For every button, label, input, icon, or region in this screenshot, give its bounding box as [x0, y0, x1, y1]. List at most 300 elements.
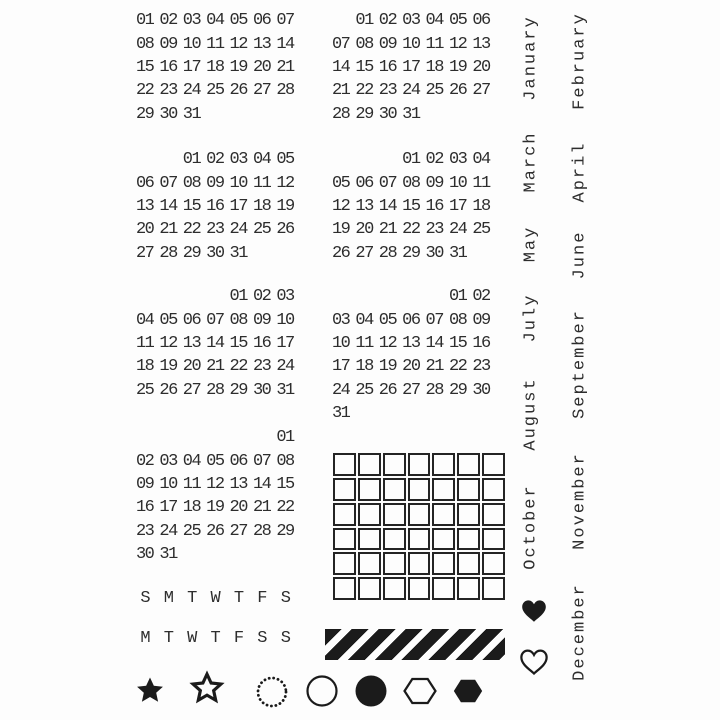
calendar-block-start-sun — [133, 9, 297, 126]
day-number: 15 — [276, 474, 294, 494]
day-number: 09 — [206, 173, 224, 193]
month-label-march: March — [521, 131, 541, 193]
day-number: 14 — [425, 333, 443, 353]
day-number: 28 — [331, 104, 350, 124]
outline-circle-icon — [305, 674, 339, 708]
day-number: 30 — [378, 104, 397, 124]
month-label-june: June — [570, 230, 590, 280]
weekday-letter: S — [140, 589, 150, 609]
day-number: 31 — [159, 545, 177, 565]
month-label-february: February — [570, 12, 590, 110]
month-label-december: December — [570, 583, 590, 681]
day-number: 05 — [276, 150, 294, 170]
day-number: 13 — [135, 196, 154, 216]
day-number: 11 — [355, 333, 373, 353]
day-number: 16 — [252, 333, 271, 353]
filled-heart-icon — [521, 599, 548, 624]
day-number: 02 — [135, 451, 154, 471]
day-number: 08 — [182, 173, 201, 193]
day-number: 28 — [159, 243, 177, 263]
day-number: 10 — [159, 474, 177, 494]
day-number: 17 — [448, 196, 467, 216]
day-number: 19 — [206, 498, 224, 518]
day-number: 04 — [206, 11, 224, 31]
day-number: 09 — [135, 474, 154, 494]
day-number: 22 — [402, 220, 420, 240]
day-number: 24 — [276, 357, 294, 377]
blank-grid-cell — [457, 552, 480, 575]
blank-grid-cell — [408, 453, 431, 476]
day-number: 18 — [135, 357, 154, 377]
day-number: 24 — [402, 81, 420, 101]
day-number: 13 — [182, 333, 201, 353]
day-number: 01 — [182, 150, 201, 170]
day-number: 12 — [378, 333, 397, 353]
day-number: 24 — [229, 220, 247, 240]
filled-hexagon-icon — [453, 678, 483, 705]
day-number: 06 — [472, 11, 490, 31]
blank-grid-cell — [358, 503, 381, 526]
filled-star-icon — [134, 675, 167, 708]
blank-grid-cell — [432, 577, 455, 600]
month-label-may: May — [521, 225, 541, 263]
blank-grid-cell — [432, 453, 455, 476]
day-number: 03 — [276, 287, 294, 307]
day-number: 27 — [355, 243, 373, 263]
blank-grid-cell — [333, 577, 356, 600]
day-number: 17 — [159, 498, 177, 518]
day-number: 02 — [378, 11, 397, 31]
day-number: 04 — [425, 11, 443, 31]
day-number: 12 — [331, 196, 350, 216]
blank-grid-cell — [408, 577, 431, 600]
day-number: 03 — [448, 150, 467, 170]
outline-star-icon — [188, 670, 226, 708]
weekday-letter: W — [210, 589, 220, 609]
blank-grid-cell — [383, 552, 406, 575]
blank-grid-cell — [482, 577, 505, 600]
day-number: 23 — [472, 357, 490, 377]
day-number: 18 — [252, 196, 271, 216]
day-number: 16 — [206, 196, 224, 216]
day-number: 17 — [276, 333, 294, 353]
calendar-block-start-sat — [133, 426, 297, 566]
day-number: 20 — [355, 220, 373, 240]
blank-grid-cell — [383, 503, 406, 526]
day-number: 01 — [355, 11, 373, 31]
calendar-block-start-tue — [133, 148, 297, 265]
day-number: 29 — [402, 243, 420, 263]
day-number: 21 — [378, 220, 397, 240]
day-number: 01 — [448, 287, 467, 307]
day-number: 10 — [331, 333, 350, 353]
day-number: 05 — [378, 310, 397, 330]
day-number: 14 — [331, 57, 350, 77]
blank-grid-cell — [408, 528, 431, 551]
day-number: 21 — [206, 357, 224, 377]
day-number: 31 — [182, 104, 201, 124]
day-number: 03 — [331, 310, 350, 330]
day-number: 31 — [276, 380, 294, 400]
day-number: 06 — [355, 173, 373, 193]
day-number: 18 — [206, 57, 224, 77]
day-number: 27 — [252, 81, 271, 101]
filled-circle-icon — [355, 675, 387, 707]
day-number: 20 — [182, 357, 201, 377]
day-number: 08 — [402, 173, 420, 193]
day-number: 26 — [276, 220, 294, 240]
weekday-letter: T — [233, 589, 243, 609]
day-number: 04 — [472, 150, 490, 170]
day-number: 16 — [472, 333, 490, 353]
calendar-block-start-mon — [329, 9, 493, 126]
weekday-letter: W — [187, 629, 196, 649]
blank-grid-cell — [457, 478, 480, 501]
day-number: 31 — [402, 104, 420, 124]
day-number: 12 — [276, 173, 294, 193]
blank-grid-cell — [333, 503, 356, 526]
day-number: 12 — [206, 474, 224, 494]
weekday-letter: S — [280, 629, 290, 649]
blank-grid-cell — [457, 528, 480, 551]
day-number: 22 — [355, 81, 373, 101]
day-number: 30 — [252, 380, 271, 400]
blank-grid-cell — [333, 528, 356, 551]
day-number: 29 — [355, 104, 373, 124]
blank-month-grid — [333, 453, 505, 600]
day-number: 28 — [425, 380, 443, 400]
day-number: 16 — [378, 57, 397, 77]
day-number: 06 — [135, 173, 154, 193]
blank-grid-cell — [432, 478, 455, 501]
day-number: 30 — [135, 545, 154, 565]
day-number: 07 — [276, 11, 294, 31]
day-number: 30 — [159, 104, 177, 124]
blank-grid-cell — [482, 478, 505, 501]
day-number: 09 — [252, 310, 271, 330]
day-number: 19 — [229, 57, 247, 77]
day-number: 24 — [331, 380, 350, 400]
day-number: 03 — [229, 150, 247, 170]
day-number: 18 — [472, 196, 490, 216]
striped-tape-swatch — [325, 629, 505, 660]
day-number: 16 — [425, 196, 443, 216]
day-number: 16 — [159, 57, 177, 77]
day-number: 22 — [276, 498, 294, 518]
day-number: 26 — [448, 81, 467, 101]
calendar-block-start-fri — [329, 285, 493, 425]
day-number: 22 — [182, 220, 201, 240]
day-number: 10 — [402, 34, 420, 54]
day-number: 16 — [135, 498, 154, 518]
calendar-block-start-wed — [329, 148, 493, 265]
day-number: 29 — [448, 380, 467, 400]
day-number: 30 — [472, 380, 490, 400]
day-number: 03 — [182, 11, 201, 31]
day-number: 09 — [378, 34, 397, 54]
day-number: 19 — [276, 196, 294, 216]
blank-grid-cell — [358, 528, 381, 551]
day-number: 02 — [206, 150, 224, 170]
day-number: 13 — [355, 196, 373, 216]
day-number: 23 — [159, 81, 177, 101]
day-number: 30 — [206, 243, 224, 263]
day-number: 11 — [206, 34, 224, 54]
day-number: 08 — [229, 310, 247, 330]
day-number: 21 — [252, 498, 271, 518]
day-number: 13 — [402, 333, 420, 353]
day-number: 27 — [229, 521, 247, 541]
day-number: 11 — [135, 333, 154, 353]
month-label-july: July — [521, 293, 541, 343]
outline-heart-icon — [519, 648, 549, 676]
day-number: 09 — [425, 173, 443, 193]
day-number: 25 — [355, 380, 373, 400]
day-number: 22 — [135, 81, 154, 101]
day-number: 21 — [276, 57, 294, 77]
blank-grid-cell — [358, 552, 381, 575]
weekday-letter: T — [163, 629, 173, 649]
day-number: 07 — [378, 173, 397, 193]
day-number: 23 — [206, 220, 224, 240]
blank-grid-cell — [383, 453, 406, 476]
day-number: 15 — [182, 196, 201, 216]
day-number: 15 — [135, 57, 154, 77]
day-number: 19 — [331, 220, 350, 240]
day-number: 15 — [448, 333, 467, 353]
day-number: 25 — [206, 81, 224, 101]
day-number: 08 — [448, 310, 467, 330]
weekday-letter: F — [257, 589, 266, 609]
day-number: 06 — [402, 310, 420, 330]
day-number: 28 — [276, 81, 294, 101]
blank-grid-cell — [457, 577, 480, 600]
day-number: 05 — [206, 451, 224, 471]
month-label-january: January — [521, 15, 541, 101]
day-number: 03 — [402, 11, 420, 31]
day-number: 31 — [331, 404, 350, 424]
day-number: 11 — [425, 34, 443, 54]
blank-grid-cell — [383, 528, 406, 551]
day-number: 21 — [425, 357, 443, 377]
weekday-letter: S — [257, 629, 266, 649]
day-number: 30 — [425, 243, 443, 263]
day-number: 29 — [276, 521, 294, 541]
day-number: 05 — [159, 310, 177, 330]
day-number: 26 — [159, 380, 177, 400]
weekday-letter: T — [187, 589, 196, 609]
blank-grid-cell — [408, 503, 431, 526]
blank-grid-cell — [457, 503, 480, 526]
day-number: 11 — [252, 173, 271, 193]
day-number: 12 — [159, 333, 177, 353]
day-number: 26 — [378, 380, 397, 400]
day-number: 17 — [229, 196, 247, 216]
day-number: 13 — [472, 34, 490, 54]
day-number: 04 — [252, 150, 271, 170]
day-number: 10 — [182, 34, 201, 54]
blank-grid-cell — [408, 478, 431, 501]
day-number: 20 — [402, 357, 420, 377]
weekday-letter: M — [140, 629, 150, 649]
day-number: 01 — [402, 150, 420, 170]
day-number: 27 — [182, 380, 201, 400]
day-number: 08 — [135, 34, 154, 54]
day-number: 12 — [448, 34, 467, 54]
day-number: 10 — [448, 173, 467, 193]
day-number: 23 — [425, 220, 443, 240]
day-number: 18 — [182, 498, 201, 518]
day-number: 11 — [472, 173, 490, 193]
day-number: 25 — [425, 81, 443, 101]
day-number: 20 — [135, 220, 154, 240]
day-number: 18 — [425, 57, 443, 77]
blank-grid-cell — [457, 453, 480, 476]
day-number: 04 — [135, 310, 154, 330]
month-label-august: August — [521, 377, 541, 451]
blank-grid-cell — [482, 528, 505, 551]
day-number: 20 — [252, 57, 271, 77]
day-number: 13 — [252, 34, 271, 54]
blank-grid-cell — [383, 478, 406, 501]
day-number: 28 — [252, 521, 271, 541]
day-number: 12 — [229, 34, 247, 54]
day-number: 11 — [182, 474, 201, 494]
blank-grid-cell — [358, 453, 381, 476]
day-number: 14 — [276, 34, 294, 54]
day-number: 22 — [229, 357, 247, 377]
day-number: 07 — [252, 451, 271, 471]
dotted-circle-icon — [255, 675, 289, 709]
day-number: 17 — [402, 57, 420, 77]
day-number: 07 — [206, 310, 224, 330]
day-number: 15 — [355, 57, 373, 77]
day-number: 21 — [331, 81, 350, 101]
day-number: 26 — [229, 81, 247, 101]
day-number: 10 — [229, 173, 247, 193]
day-number: 14 — [159, 196, 177, 216]
day-number: 23 — [135, 521, 154, 541]
day-number: 14 — [378, 196, 397, 216]
weekday-letter: M — [163, 589, 173, 609]
month-label-september: September — [570, 309, 590, 419]
day-number: 17 — [331, 357, 350, 377]
blank-grid-cell — [482, 453, 505, 476]
day-number: 09 — [472, 310, 490, 330]
day-number: 19 — [378, 357, 397, 377]
blank-grid-cell — [358, 478, 381, 501]
day-number: 25 — [472, 220, 490, 240]
day-number: 25 — [182, 521, 201, 541]
day-number: 01 — [229, 287, 247, 307]
day-number: 27 — [472, 81, 490, 101]
day-number: 31 — [448, 243, 467, 263]
outline-hexagon-icon — [403, 676, 437, 706]
month-label-april: April — [570, 141, 590, 203]
blank-grid-cell — [432, 503, 455, 526]
day-number: 08 — [276, 451, 294, 471]
day-number: 19 — [448, 57, 467, 77]
day-number: 10 — [276, 310, 294, 330]
day-number: 04 — [182, 451, 201, 471]
day-number: 29 — [229, 380, 247, 400]
day-number: 01 — [276, 428, 294, 448]
day-number: 24 — [448, 220, 467, 240]
blank-grid-cell — [333, 552, 356, 575]
weekday-letter: S — [280, 589, 290, 609]
day-number: 08 — [355, 34, 373, 54]
day-number: 23 — [378, 81, 397, 101]
day-number: 26 — [206, 521, 224, 541]
blank-grid-cell — [432, 552, 455, 575]
day-number: 26 — [331, 243, 350, 263]
day-number: 22 — [448, 357, 467, 377]
day-number: 05 — [229, 11, 247, 31]
day-number: 02 — [252, 287, 271, 307]
day-number: 25 — [252, 220, 271, 240]
weekday-letter: F — [233, 629, 243, 649]
day-number: 14 — [206, 333, 224, 353]
day-number: 05 — [448, 11, 467, 31]
day-number: 07 — [425, 310, 443, 330]
day-number: 05 — [331, 173, 350, 193]
day-number: 06 — [182, 310, 201, 330]
day-number: 15 — [402, 196, 420, 216]
day-number: 23 — [252, 357, 271, 377]
month-label-october: October — [521, 484, 541, 570]
day-number: 06 — [252, 11, 271, 31]
day-number: 13 — [229, 474, 247, 494]
day-number: 27 — [135, 243, 154, 263]
day-number: 29 — [182, 243, 201, 263]
day-number: 31 — [229, 243, 247, 263]
blank-grid-cell — [408, 552, 431, 575]
day-number: 20 — [472, 57, 490, 77]
day-number: 02 — [159, 11, 177, 31]
day-number: 15 — [229, 333, 247, 353]
blank-grid-cell — [333, 478, 356, 501]
blank-grid-cell — [482, 503, 505, 526]
day-number: 06 — [229, 451, 247, 471]
day-number: 20 — [229, 498, 247, 518]
day-number: 28 — [206, 380, 224, 400]
day-number: 02 — [472, 287, 490, 307]
blank-grid-cell — [333, 453, 356, 476]
day-number: 19 — [159, 357, 177, 377]
day-number: 07 — [159, 173, 177, 193]
day-number: 02 — [425, 150, 443, 170]
month-label-november: November — [570, 452, 590, 550]
day-number: 21 — [159, 220, 177, 240]
blank-grid-cell — [432, 528, 455, 551]
day-number: 24 — [159, 521, 177, 541]
weekday-row-monday-start — [133, 627, 297, 650]
day-number: 14 — [252, 474, 271, 494]
blank-grid-cell — [358, 577, 381, 600]
blank-grid-cell — [482, 552, 505, 575]
day-number: 09 — [159, 34, 177, 54]
weekday-letter: T — [210, 629, 220, 649]
day-number: 18 — [355, 357, 373, 377]
weekday-row-sunday-start — [133, 587, 297, 610]
day-number: 27 — [402, 380, 420, 400]
day-number: 17 — [182, 57, 201, 77]
day-number: 29 — [135, 104, 154, 124]
day-number: 24 — [182, 81, 201, 101]
day-number: 04 — [355, 310, 373, 330]
day-number: 25 — [135, 380, 154, 400]
day-number: 01 — [135, 11, 154, 31]
